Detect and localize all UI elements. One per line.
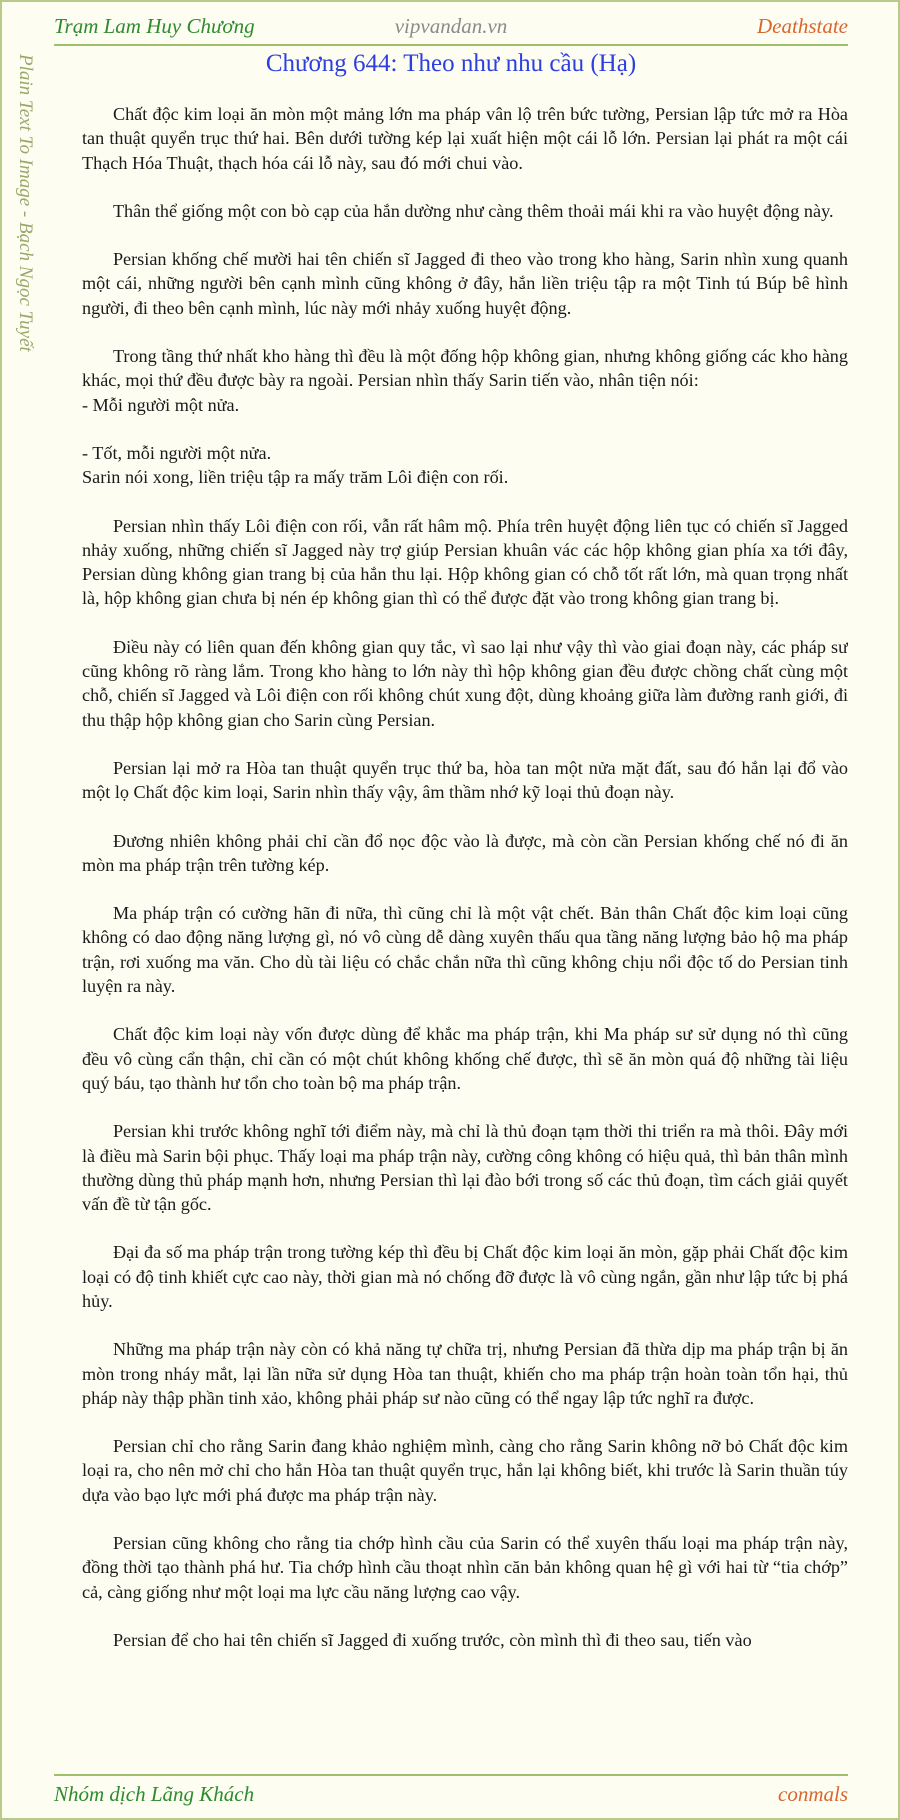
paragraph: Chất độc kim loại ăn mòn một mảng lớn ma pháp vân lộ trên bức tường, Persian lập tức mở ra Hòa tan thuật quyển trục thứ hai. Bên dưới tường kép lại xuất hiện một cái lỗ lớn. Persian lại phát ra một cái Thạch Hóa Thuật, thạch hóa cái lỗ này, sau đó mới chui vào. [82,104,848,173]
paragraph: Thân thể giống một con bò cạp của hắn dường như càng thêm thoải mái khi ra vào huyệt động này. [112,200,834,221]
paragraph: Sarin nói xong, liền triệu tập ra mấy trăm Lôi điện con rối. [82,467,509,488]
footer-group-name: Nhóm dịch Lãng Khách [54,1782,255,1806]
paragraph: Persian nhìn thấy Lôi điện con rối, vẫn rất hâm mộ. Phía trên huyệt động liên tục có chiến sĩ Jagged nhảy xuống, những chiến sĩ Jagged này trợ giúp Persian khuân vác các hộp không gian phía xa tới đây, Persian dùng không gian trang bị của hắn thu lại. Hộp không gian có chỗ tốt rất lớn, mà quan trọng nhất là, hộp không gian chưa bị nén ép không gian thì có thể được đặt vào trong không gian trang bị. [82,515,848,609]
paragraph: Điều này có liên quan đến không gian quy tắc, vì sao lại như vậy thì vào giai đoạn này, các pháp sư cũng không rõ ràng lắm. Trong kho hàng to lớn này thì hộp không gian đều được chồng chất cùng một chỗ, chiến sĩ Jagged và Lôi điện con rối không chút xung đột, dùng khoảng giữa làm đường ranh giới, đi thu thập hộp không gian cho Sarin cùng Persian. [82,636,848,730]
page-header [54,10,848,46]
chapter-body [82,102,848,1770]
page-footer [54,1774,848,1812]
paragraph: Persian để cho hai tên chiến sĩ Jagged đi xuống trước, còn mình thì đi theo sau, tiến vào [112,1629,752,1650]
paragraph: Persian chỉ cho rằng Sarin đang khảo nghiệm mình, càng cho rằng Sarin không nỡ bỏ Chất độc kim loại ra, cho nên mở chỉ cho hắn Hòa tan thuật quyển trục, hắn lại không biết, khi trước là Sarin thuần túy dựa vào bạo lực mới phá được ma pháp trận này. [82,1436,848,1505]
chapter-title: Chương 644: Theo như nhu cầu (Hạ) [265,50,637,77]
paragraph: Ma pháp trận có cường hãn đi nữa, thì cũng chỉ là một vật chết. Bản thân Chất độc kim loại cũng không có dao động năng lượng gì, nó vô cùng dễ dàng xuyên thấu qua tầng năng lượng bảo hộ ma pháp trận, rơi xuống ma văn. Cho dù tài liệu có chắc chắn nữa thì cũng không chịu nổi độc tố do Persian tinh luyện ra này. [82,903,848,997]
paragraph: Persian lại mở ra Hòa tan thuật quyển trục thứ ba, hòa tan một nửa mặt đất, sau đó hắn lại đổ vào một lọ Chất độc kim loại, Sarin nhìn thấy vậy, âm thầm nhớ kỹ loại thủ đoạn này. [82,757,848,803]
paragraph: Chất độc kim loại này vốn được dùng để khắc ma pháp trận, khi Ma pháp sư sử dụng nó thì cũng đều vô cùng cẩn thận, chỉ cần có một chút không khống chế được, thì sẽ ăn mòn quá độ những tài liệu quý báu, tạo thành hư tổn cho toàn bộ ma pháp trận. [82,1024,848,1093]
paragraph: Persian khi trước không nghĩ tới điểm này, mà chỉ là thủ đoạn tạm thời thi triển ra mà thôi. Đây mới là điều mà Sarin bội phục. Thấy loại ma pháp trận này, cường công không có hiệu quả, thì bản thân mình thường dùng thủ pháp mạnh hơn, nhưng Persian thì lại đào bới trong số các thủ đoạn, tìm cách giải quyết vấn đề từ tận gốc. [82,1121,848,1215]
paragraph: Đương nhiên không phải chỉ cần đổ nọc độc vào là được, mà còn cần Persian khống chế nó đi ăn mòn ma pháp trận trên tường kép. [82,830,848,875]
side-watermark-text: Plain Text To Image - Bạch Ngọc Tuyết [15,54,36,352]
header-site-name: vipvandan.vn [394,14,508,38]
paragraph: Persian khống chế mười hai tên chiến sĩ Jagged đi theo vào trong kho hàng, Sarin nhìn xung quanh một cái, những người bên cạnh mình cũng không ở đây, hắn liền triệu tập ra một Tinh tú Búp bê hình người, đi theo bên cạnh mình, lúc này mới nhảy xuống huyệt động. [82,249,848,318]
footer-uploader-name: conmals [778,1782,848,1806]
paragraph: Những ma pháp trận này còn có khả năng tự chữa trị, nhưng Persian đã thừa dịp ma pháp trận bị ăn mòn trong nháy mắt, lại lần nữa sử dụng Hòa tan thuật, khiến cho ma pháp trận hoàn toàn tổn hại, thủ pháp này thập phần tinh xảo, không phải pháp sư nào cũng có thể ngay lập tức nghĩ ra được. [82,1339,848,1408]
dialogue-line: - Tốt, mỗi người một nửa. [82,442,272,463]
paragraph: Đại đa số ma pháp trận trong tường kép thì đều bị Chất độc kim loại ăn mòn, gặp phải Chất độc kim loại có độ tinh khiết cực cao này, thời gian mà nó chống đỡ được là vô cùng ngắn, gần như lập tức bị phá hủy. [82,1242,848,1311]
side-watermark [14,54,40,394]
header-group-name: Trạm Lam Huy Chương [54,14,255,38]
paragraph: Trong tầng thứ nhất kho hàng thì đều là một đống hộp không gian, nhưng không giống các kho hàng khác, mọi thứ đều được bày ra ngoài. Persian nhìn thấy Sarin tiến vào, nhân tiện nói: [82,346,848,391]
paragraph: Persian cũng không cho rằng tia chớp hình cầu của Sarin có thể xuyên thấu loại ma pháp trận này, đồng thời tạo thành phá hư. Tia chớp hình cầu thoạt nhìn căn bản không quan hệ gì với hai từ “tia chớp” cả, càng giống như một loại ma lực cầu năng lượng cao vậy. [82,1533,848,1602]
dialogue-line: - Mỗi người một nửa. [82,394,240,415]
header-translator-name: Deathstate [757,14,848,38]
